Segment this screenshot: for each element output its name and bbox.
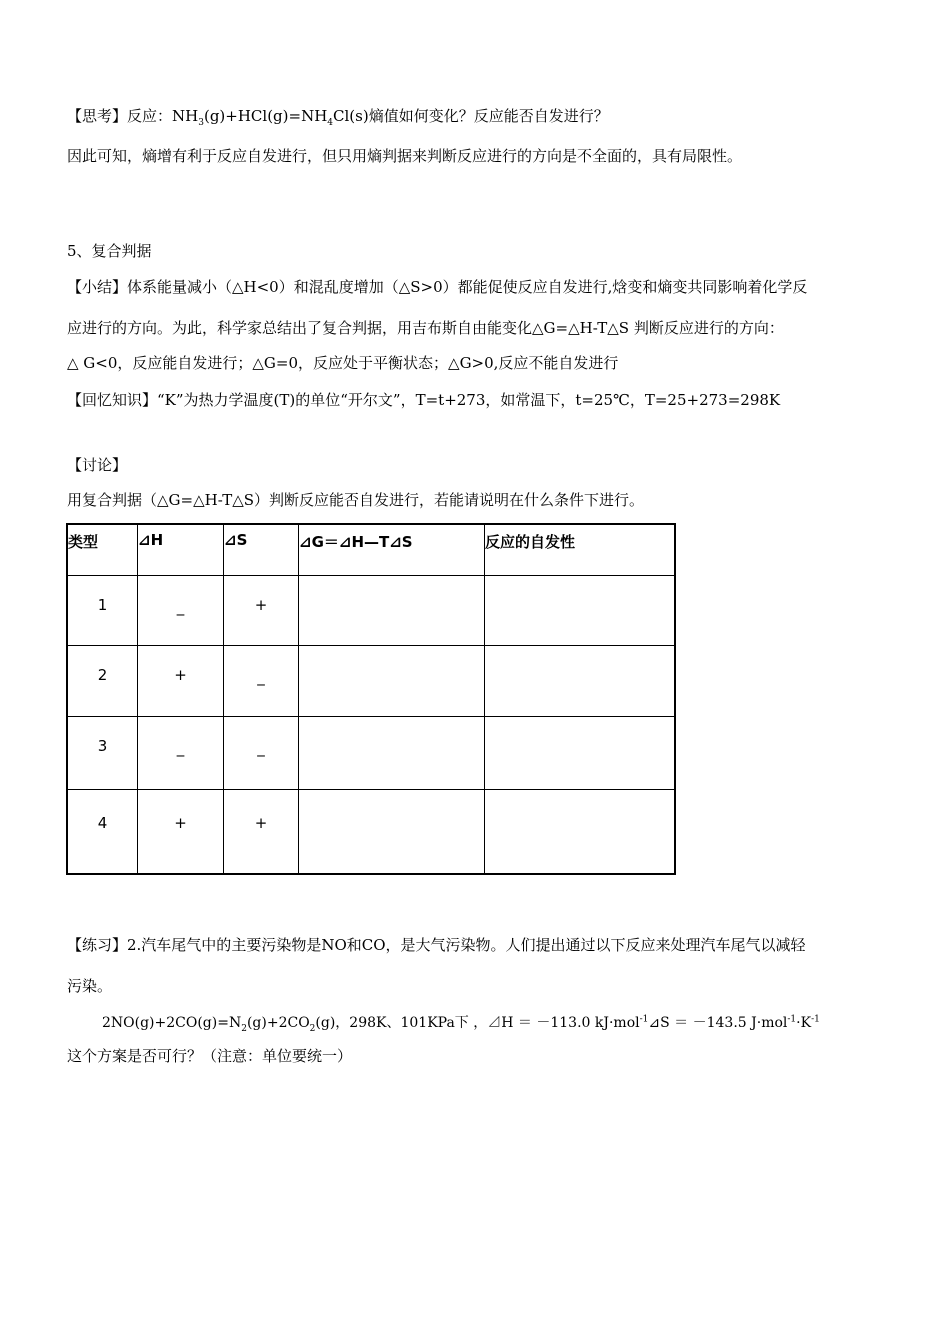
exercise-line-1: 【练习】2.汽车尾气中的主要污染物是NO和CO，是大气污染物。人们提出通过以下反应来处理汽车尾气以减轻 [67, 936, 806, 954]
table-cell: 2 [67, 646, 138, 717]
table-cell [299, 790, 485, 874]
table-cell: _ [224, 646, 299, 717]
summary-line-1: 【小结】体系能量减小（△H<0）和混乱度增加（△S>0）都能促使反应自发进行,焓变和熵变共同影响着化学反 [67, 278, 808, 296]
recall-text: 【回忆知识】“K”为热力学温度(T)的单位“开尔文”，T=t+273，如常温下，t=25℃，T=25+273=298K [67, 391, 781, 409]
exercise-line-2: 污染。 [67, 977, 113, 995]
table-cell: _ [138, 717, 224, 790]
table-cell: 4 [67, 790, 138, 874]
table-cell: + [224, 576, 299, 646]
table-cell: _ [224, 717, 299, 790]
header-cell: ⊿S [224, 524, 299, 576]
criteria-table [66, 523, 676, 875]
table-cell [299, 646, 485, 717]
table-header-row [67, 524, 675, 576]
table-cell [485, 790, 676, 874]
table-cell: + [138, 790, 224, 874]
header-cell: 反应的自发性 [485, 524, 676, 576]
exercise-equation: $2NO(g)+2CO(g)=N_2(g)+2CO_2(g)$，298K、101KPa下 ，⊿H ＝ －113.0 kJ·mol$^{-1}$⊿S ＝ －143.5 $J\cdot mol^{-1}\cdot K^{-1}$ [102, 1014, 820, 1034]
think-line: 【思考】反应：$NH_3(g)+HCl(g)=NH_4Cl(s)$熵值如何变化？反应能否自发进行？ [67, 107, 609, 128]
header-cell: ⊿H [138, 524, 224, 576]
table-cell [299, 576, 485, 646]
discuss-prompt: 用复合判据（△G=△H-T△S）判断反应能否自发进行，若能请说明在什么条件下进行。 [67, 491, 645, 509]
table-row [67, 717, 675, 790]
header-cell: ⊿G＝⊿H—T⊿S [299, 524, 485, 576]
table-cell [485, 717, 676, 790]
discuss-title: 【讨论】 [67, 456, 128, 474]
table-cell: 1 [67, 576, 138, 646]
section-5-heading: 5、复合判据 [67, 242, 152, 260]
table-cell: + [138, 646, 224, 717]
table-cell: + [224, 790, 299, 874]
header-cell: 类型 [67, 524, 138, 576]
conclusion-text: 因此可知，熵增有利于反应自发进行，但只用熵判据来判断反应进行的方向是不全面的，具有局限性。 [67, 147, 743, 165]
table-cell [299, 717, 485, 790]
table-cell [485, 576, 676, 646]
summary-line-3: △ G<0，反应能自发进行；△G=0，反应处于平衡状态；△G>0,反应不能自发进行 [67, 354, 619, 372]
table-row [67, 790, 675, 874]
table-cell [485, 646, 676, 717]
summary-line-2: 应进行的方向。为此，科学家总结出了复合判据，用吉布斯自由能变化△G=△H-T△S 判断反应进行的方向： [67, 319, 784, 337]
table-row [67, 646, 675, 717]
table-cell: 3 [67, 717, 138, 790]
table-cell: _ [138, 576, 224, 646]
table-row [67, 576, 675, 646]
exercise-question: 这个方案是否可行？（注意：单位要统一） [67, 1047, 353, 1065]
